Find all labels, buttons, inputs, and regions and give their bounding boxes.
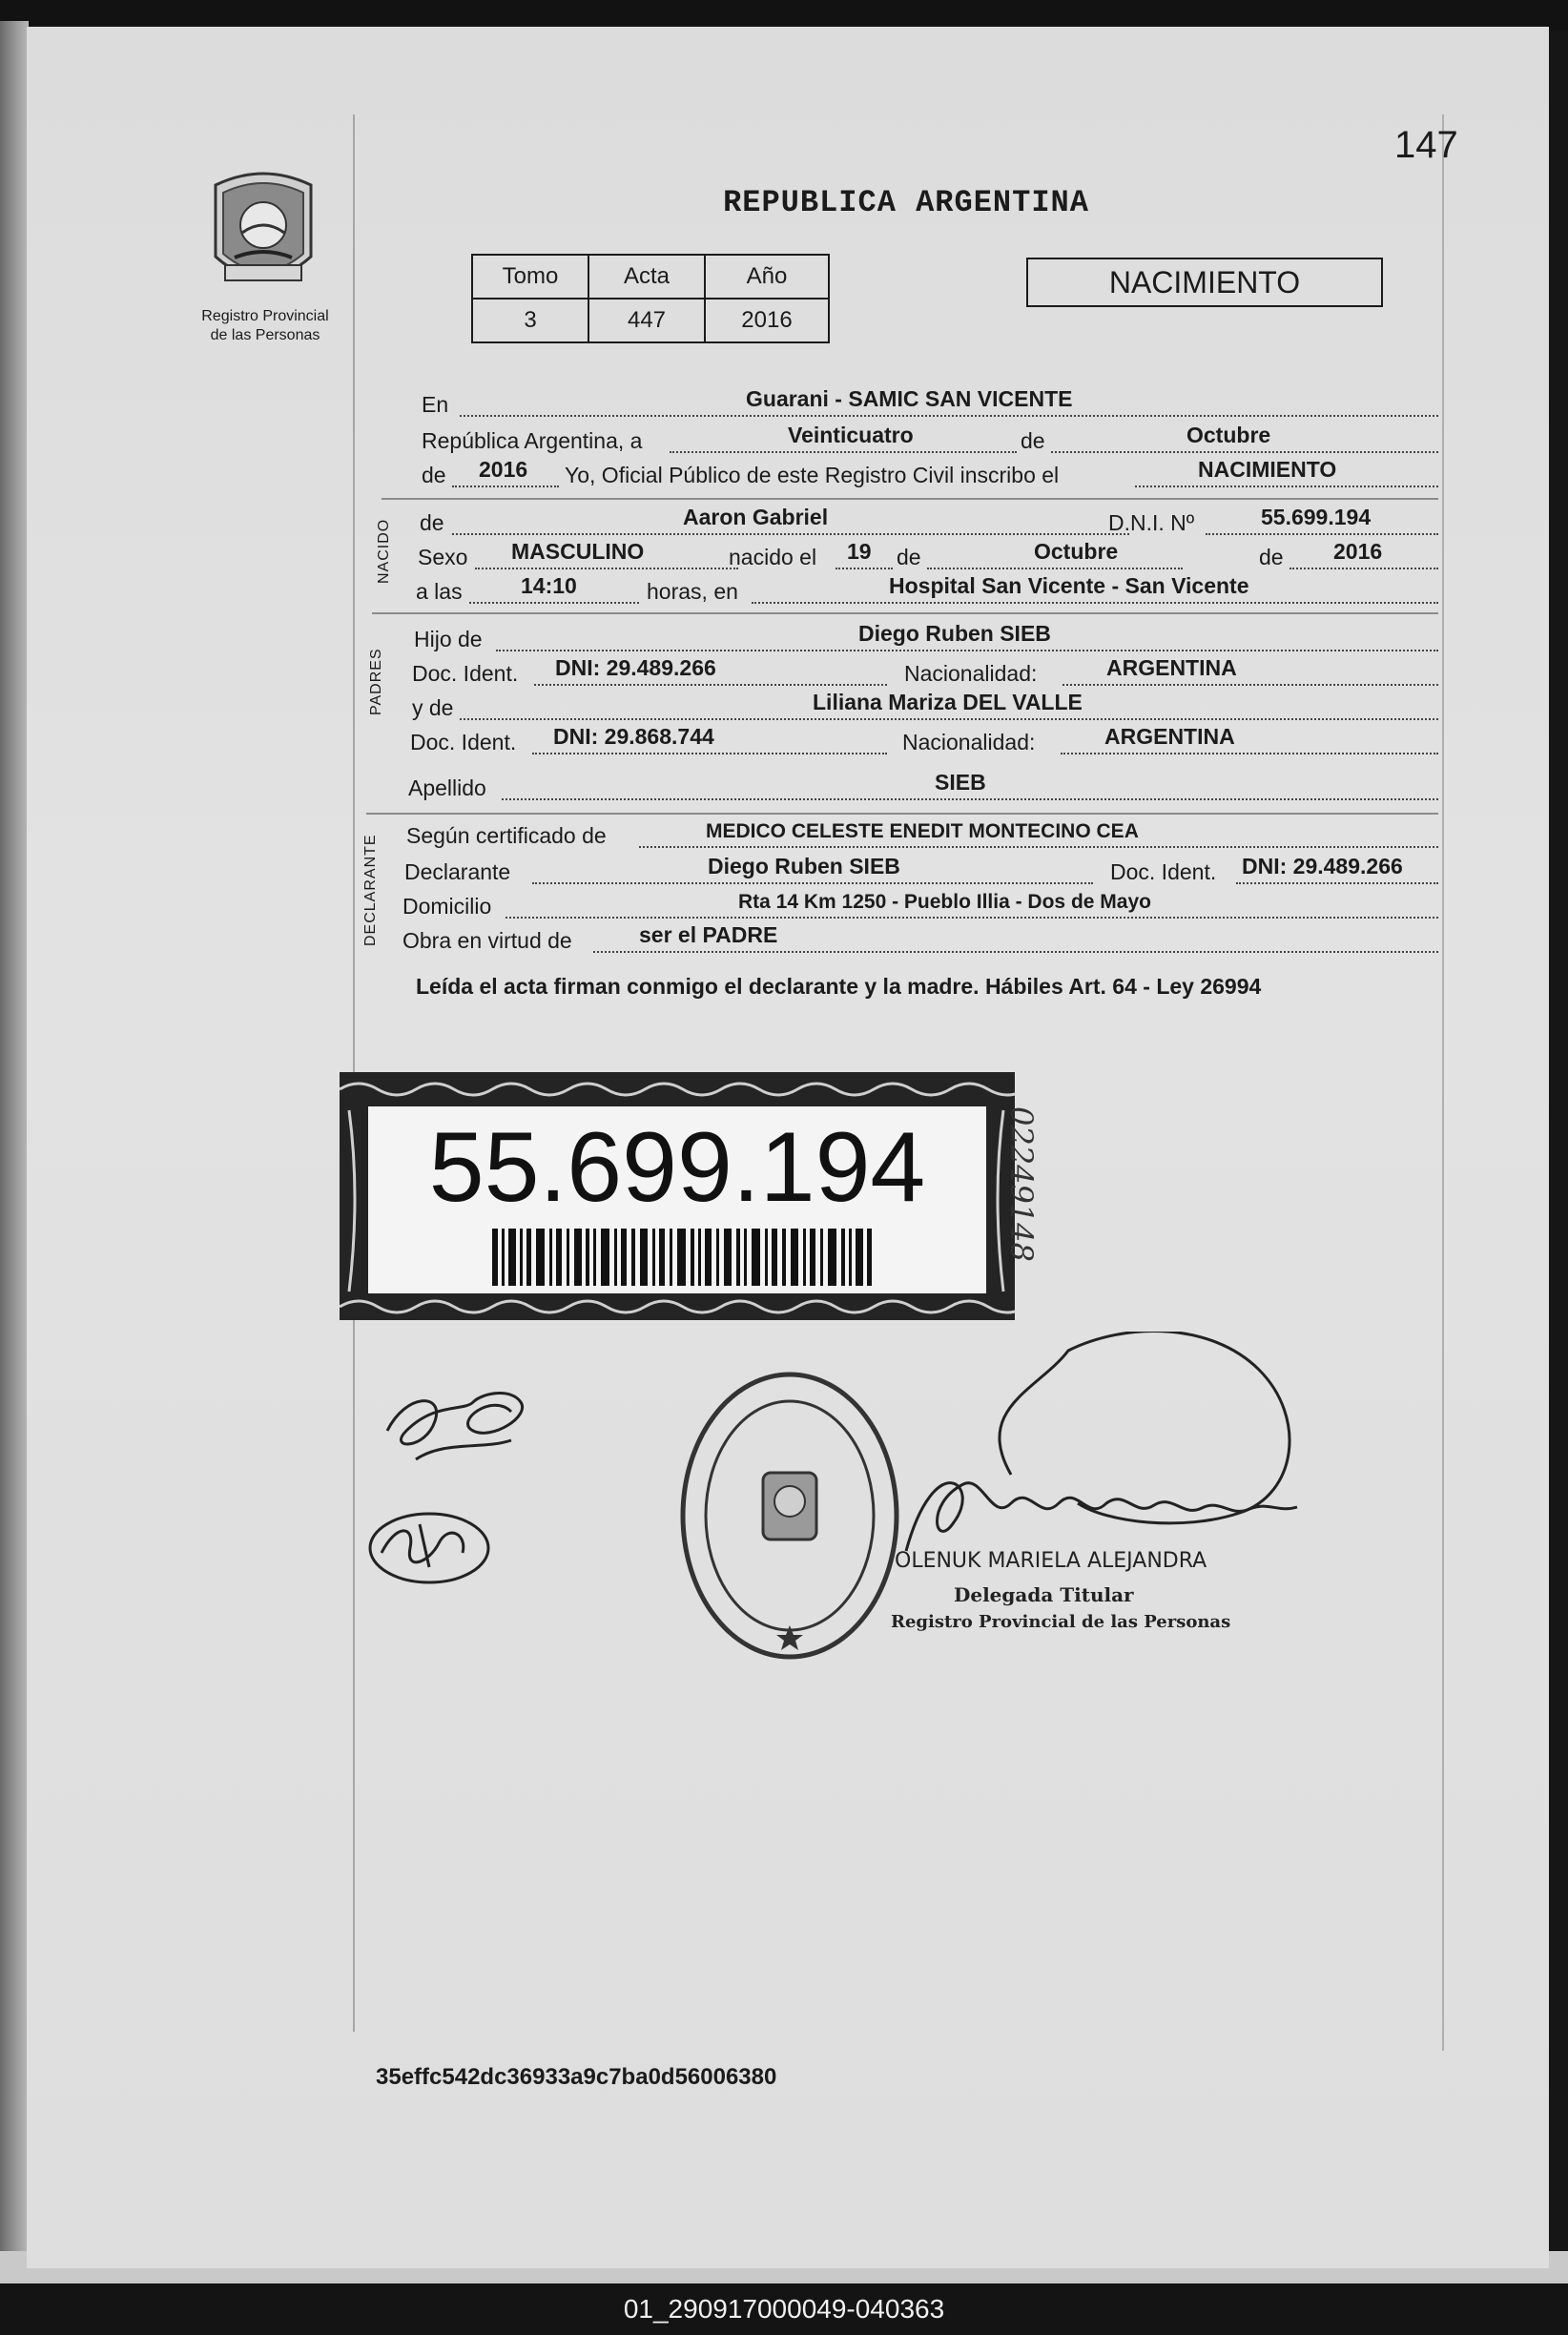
closing-note: Leída el acta firman conmigo el declarante y la madre. Hábiles Art. 64 - Ley 26994 [416,974,1262,999]
row-sexo [418,539,1438,570]
row-hora [416,573,1438,605]
value-acta: 447 [588,299,705,342]
label-de: de [1259,545,1284,569]
label-domicilio: Domicilio [402,894,492,919]
value-dia-nac: 19 [847,539,872,564]
label-sexo: Sexo [418,545,468,569]
value-sexo: MASCULINO [511,539,645,564]
label-doc-ident: Doc. Ident. [412,661,519,686]
value-certificado: MEDICO CELESTE ENEDIT MONTECINO CEA [706,820,1139,842]
page-number: 147 [1394,124,1458,166]
label-a-las: a las [416,579,463,604]
label-declarante: Declarante [404,859,511,884]
label-republica: República Argentina, a [422,428,643,453]
value-anio: 2016 [479,457,528,482]
declarant-signature-icon [378,1374,540,1478]
record-table-header [472,255,829,299]
value-mes-nac: Octubre [1034,539,1119,564]
row-apellido [408,770,1438,801]
barcode-icon [492,1229,874,1286]
row-madre-doc [410,724,1438,755]
section-divider-2 [372,612,1438,614]
value-obra: ser el PADRE [639,922,778,947]
id-sticker [340,1072,1015,1320]
row-madre [412,692,1438,721]
row-obra [402,922,1438,954]
official-name: OLENUK MARIELA ALEJANDRA [895,1549,1207,1573]
value-padre-doc: DNI: 29.489.266 [555,655,716,680]
label-de: de [420,510,444,535]
row-certificado [406,820,1438,849]
section-divider-3 [366,813,1438,815]
value-anio: 2016 [705,299,829,342]
label-en: En [422,392,449,417]
row-nombre [420,507,1438,536]
section-declarante-label: DECLARANTE [362,834,379,946]
label-doc-ident: Doc. Ident. [1110,859,1217,884]
value-padre-nac: ARGENTINA [1106,655,1237,680]
value-anio-nac: 2016 [1333,539,1383,564]
registry-label-line1: Registro Provincial [201,308,329,324]
label-doc-ident: Doc. Ident. [410,730,517,754]
row-inscripcion [422,457,1438,488]
header-anio: Año [705,255,829,299]
row-domicilio [402,891,1438,920]
registry-label-line2: de las Personas [210,327,320,343]
value-lugar-nac: Hospital San Vicente - San Vicente [889,573,1249,598]
label-dni: D.N.I. Nº [1108,510,1195,535]
header-acta: Acta [588,255,705,299]
value-madre-doc: DNI: 29.868.744 [553,724,714,749]
label-de: de [422,463,446,487]
label-segun: Según certificado de [406,823,607,848]
document-hash: 35effc542dc36933a9c7ba0d56006380 [376,2064,777,2090]
label-nacido-el: nacido el [729,545,817,569]
label-yo: Yo, Oficial Público de este Registro Civil inscribo el [565,463,1060,487]
label-hijo-de: Hijo de [414,627,483,651]
book-binding-edge [0,21,29,2282]
label-apellido: Apellido [408,775,486,800]
value-madre-nac: ARGENTINA [1104,724,1235,749]
right-margin-rule [1442,114,1444,2051]
label-y-de: y de [412,695,454,720]
value-apellido: SIEB [935,770,986,795]
document-title: REPUBLICA ARGENTINA [723,185,1089,220]
label-horas-en: horas, en [647,579,738,604]
sticker-label-area [368,1106,986,1293]
official-org: Registro Provincial de las Personas [891,1612,1231,1632]
provincial-seal-icon [206,166,320,300]
label-obra: Obra en virtud de [402,928,572,953]
value-declarante-doc: DNI: 29.489.266 [1242,854,1403,878]
label-de: de [897,545,921,569]
label-de: de [1021,428,1045,453]
value-dia-letras: Veinticuatro [788,423,914,447]
value-declarante: Diego Ruben SIEB [708,854,900,878]
value-tomo: 3 [472,299,588,342]
row-fecha [422,425,1438,454]
record-type-box: NACIMIENTO [1026,258,1383,307]
value-nombre: Aaron Gabriel [683,505,829,529]
value-lugar: Guarani - SAMIC SAN VICENTE [746,386,1073,411]
scan-footer-id: 01_290917000049-040363 [0,2283,1568,2335]
value-hora: 14:10 [521,573,577,598]
value-acto: NACIMIENTO [1198,457,1337,482]
value-mes: Octubre [1186,423,1271,447]
label-nacionalidad: Nacionalidad: [904,661,1038,686]
record-table [471,254,830,343]
section-padres-label: PADRES [368,648,384,715]
value-padre: Diego Ruben SIEB [858,621,1051,646]
section-nacido-label: NACIDO [376,518,392,584]
section-divider-1 [382,498,1438,500]
row-padre [414,621,1438,652]
sticker-number: 55.699.194 [428,1112,926,1223]
value-dni: 55.699.194 [1261,505,1372,529]
label-nacionalidad: Nacionalidad: [902,730,1036,754]
official-signature-icon [897,1332,1373,1560]
mother-signature-icon [362,1496,496,1601]
row-padre-doc [412,655,1438,687]
registry-stamp-icon [675,1368,904,1663]
header-tomo: Tomo [472,255,588,299]
value-domicilio: Rta 14 Km 1250 - Pueblo Illia - Dos de Mayo [738,891,1151,913]
record-table-values [472,299,829,342]
handwritten-number: 02249148 [1003,1106,1040,1262]
official-role: Delegada Titular [954,1583,1134,1606]
value-madre: Liliana Mariza DEL VALLE [813,690,1083,714]
registry-label [181,307,349,345]
row-declarante [404,854,1438,885]
row-lugar [422,386,1438,418]
